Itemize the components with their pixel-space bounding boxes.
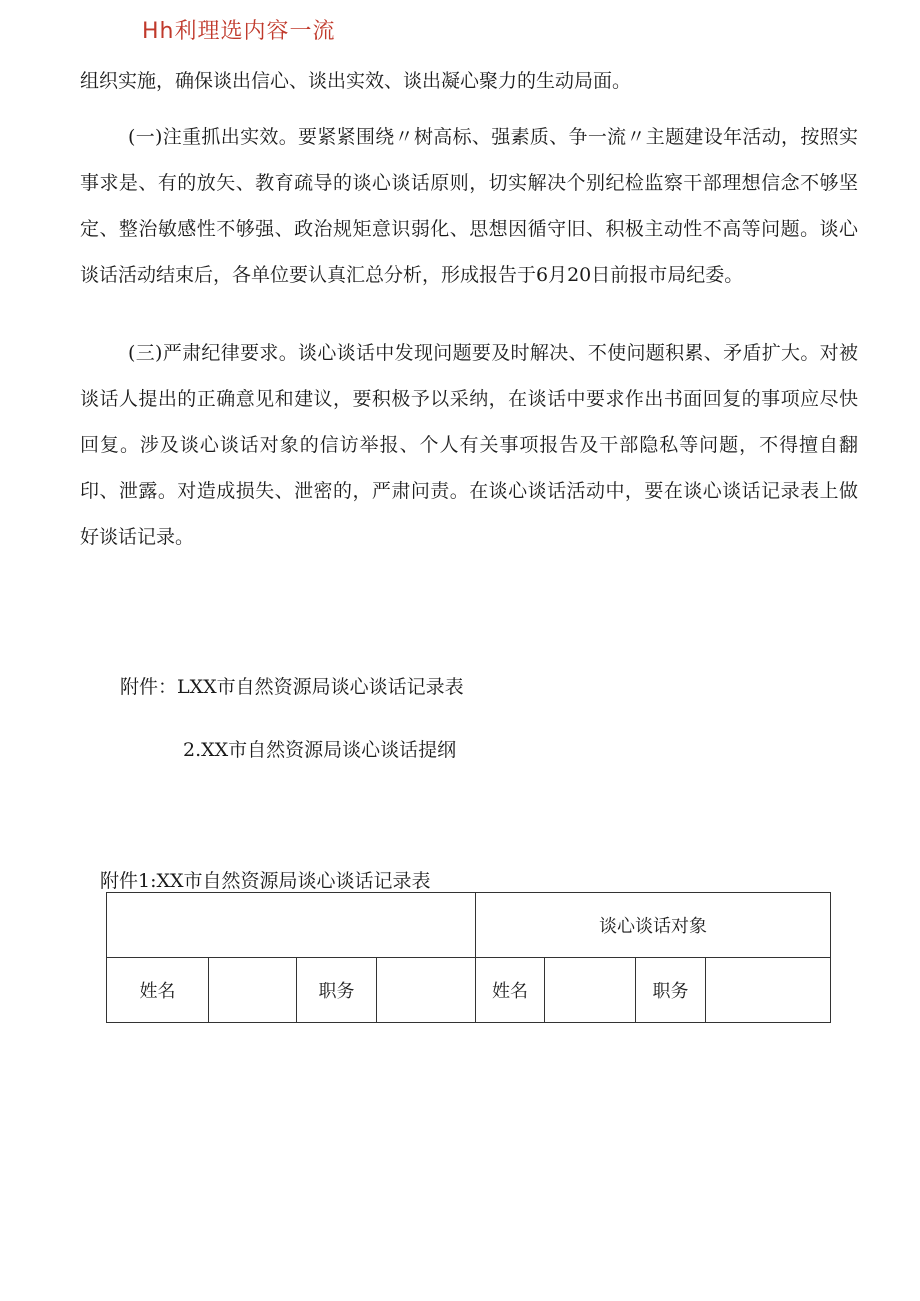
position-value-right: [706, 958, 831, 1023]
paragraph-section-one: (一)注重抓出实效。要紧紧围绕〃树高标、强素质、争一流〃主题建设年活动，按照实事求是、有的放矢、教育疏导的谈心谈话原则，切实解决个别纪检监察干部理想信念不够坚定、整治敏感性不够强、政治规矩意识弱化、思想因循守旧、积极主动性不高等问题。谈心谈话活动结束后，各单位要认真汇总分析，形成报告于6月20日前报市局纪委。: [80, 126, 858, 286]
paragraph-intro: 组织实施，确保谈出信心、谈出实效、谈出凝心聚力的生动局面。: [80, 70, 632, 92]
paragraph-section-three: (三)严肃纪律要求。谈心谈话中发现问题要及时解决、不使问题积累、矛盾扩大。对被谈话人提出的正确意见和建议，要积极予以采纳，在谈话中要求作出书面回复的事项应尽快回复。涉及谈心谈话对象的信访举报、个人有关事项报告及干部隐私等问题，不得擅自翻印、泄露。对造成损失、泄密的，严肃问责。在谈心谈话活动中，要在谈心谈话记录表上做好谈话记录。: [80, 342, 858, 548]
position-label-right: 职务: [636, 958, 706, 1023]
table-caption: 附件1:XX市自然资源局谈心谈话记录表: [100, 870, 431, 892]
name-label-left: 姓名: [107, 958, 209, 1023]
talk-record-table: [106, 892, 831, 1023]
name-value-left: [209, 958, 297, 1023]
header-watermark: Hh利理选内容一流: [142, 19, 336, 44]
table-header-row: [107, 893, 831, 958]
position-label-left: 职务: [297, 958, 377, 1023]
table-row: [107, 958, 831, 1023]
position-value-left: [377, 958, 476, 1023]
header-left-cell: [107, 893, 476, 958]
name-value-right: [545, 958, 636, 1023]
name-label-right: 姓名: [476, 958, 545, 1023]
attachment-line-1: 附件：LXX市自然资源局谈心谈话记录表: [120, 676, 464, 698]
header-talk-target-cell: 谈心谈话对象: [476, 893, 831, 958]
attachment-line-2: 2.XX市自然资源局谈心谈话提纲: [183, 739, 457, 761]
